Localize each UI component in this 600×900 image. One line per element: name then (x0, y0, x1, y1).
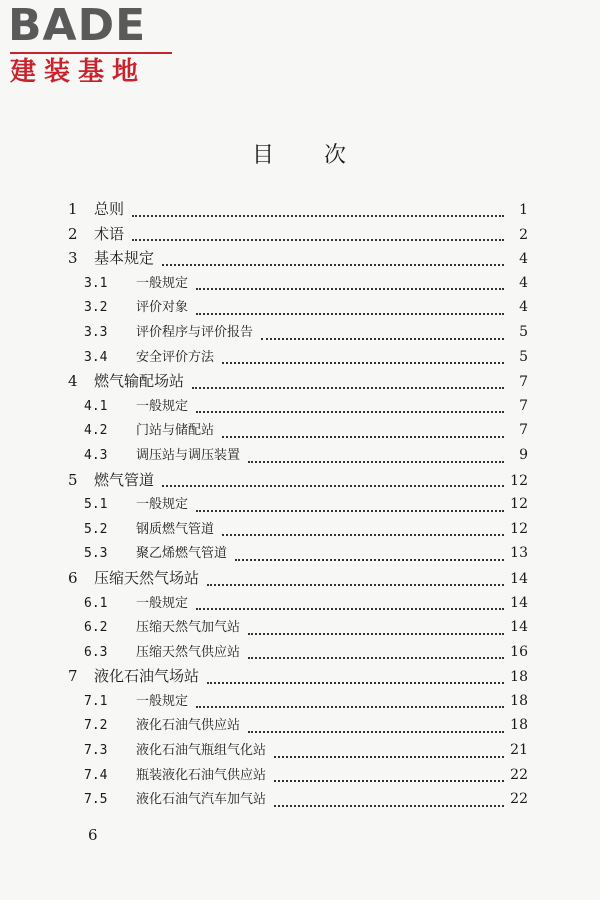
toc-entry-title: 聚乙烯燃气管道 (136, 546, 228, 562)
toc-section-entry[interactable] (66, 714, 528, 739)
toc-entry-page: 18 (510, 692, 528, 709)
toc-entry-page: 12 (510, 496, 528, 513)
toc-entry-page: 13 (510, 545, 528, 562)
toc-leader-dots (248, 645, 504, 659)
toc-entry-number: 3.2 (84, 300, 108, 316)
toc-entry-title: 基本规定 (94, 249, 155, 268)
toc-leader-dots (196, 399, 504, 413)
toc-entry-page: 21 (510, 742, 528, 759)
toc-entry-number: 4.3 (84, 447, 108, 463)
toc-entry-page: 5 (519, 348, 528, 365)
toc-leader-dots (274, 744, 504, 758)
toc-entry-title: 燃气输配场站 (94, 372, 185, 391)
toc-entry-number: 6.2 (84, 620, 108, 636)
toc-section-entry[interactable] (66, 444, 528, 469)
toc-entry-title: 液化石油气供应站 (136, 718, 241, 734)
toc-leader-dots (132, 203, 504, 217)
toc-leader-dots (196, 301, 504, 315)
toc-section-entry[interactable] (66, 641, 528, 666)
toc-entry-number: 1 (68, 200, 78, 218)
toc-leader-dots (274, 793, 504, 807)
toc-leader-dots (222, 522, 504, 536)
toc-leader-dots (222, 350, 504, 364)
toc-leader-dots (196, 694, 504, 708)
toc-entry-title: 液化石油气汽车加气站 (136, 792, 267, 808)
toc-entry-title: 压缩天然气加气站 (136, 620, 241, 636)
toc-entry-page: 22 (510, 791, 528, 808)
toc-entry-number: 5 (68, 470, 78, 489)
toc-entry-title: 评价程序与评价报告 (136, 324, 254, 340)
brand-logo (8, 0, 178, 87)
toc-entry-title: 压缩天然气场站 (94, 568, 200, 587)
toc-entry-title: 调压站与调压装置 (136, 447, 241, 463)
toc-entry-number: 4 (68, 372, 78, 391)
toc-entry-number: 5.2 (84, 521, 108, 537)
toc-entry-number: 5.3 (84, 546, 108, 562)
toc-leader-dots (274, 768, 504, 782)
toc-leader-dots (207, 572, 504, 586)
toc-entry-page: 18 (510, 669, 528, 686)
toc-entry-title: 评价对象 (136, 300, 189, 316)
toc-entry-page: 16 (510, 643, 528, 660)
toc-entry-title: 安全评价方法 (136, 349, 215, 365)
toc-section-entry[interactable] (66, 272, 528, 297)
toc-chapter-entry[interactable] (66, 469, 528, 494)
toc-entry-title: 一般规定 (136, 497, 189, 513)
toc-leader-dots (196, 498, 504, 512)
toc-entry-page: 4 (519, 299, 528, 316)
toc-entry-number: 6.1 (84, 595, 108, 611)
toc-entry-page: 14 (510, 594, 528, 611)
toc-section-entry[interactable] (66, 788, 528, 813)
page-title-part2: 次 (324, 143, 349, 168)
toc-entry-number: 3.3 (84, 324, 108, 340)
toc-entry-page: 4 (519, 274, 528, 291)
toc-entry-page: 7 (519, 397, 528, 414)
toc-entry-number: 7.5 (84, 792, 108, 808)
toc-section-entry[interactable] (66, 592, 528, 617)
toc-entry-page: 1 (519, 202, 528, 218)
toc-entry-number: 5.1 (84, 497, 108, 513)
toc-entry-number: 2 (68, 224, 78, 243)
toc-entry-title: 总则 (94, 200, 125, 218)
toc-entry-number: 6.3 (84, 644, 108, 660)
toc-entry-number: 7.1 (84, 693, 108, 709)
toc-leader-dots (196, 276, 504, 290)
toc-leader-dots (235, 547, 504, 561)
toc-chapter-entry[interactable] (66, 567, 528, 592)
toc-section-entry[interactable] (66, 346, 528, 371)
toc-leader-dots (207, 670, 504, 684)
toc-entry-number: 4.2 (84, 423, 108, 439)
toc-leader-dots (196, 596, 504, 610)
toc-leader-dots (248, 719, 504, 733)
toc-entry-page: 5 (519, 323, 528, 340)
toc-leader-dots (248, 621, 504, 635)
page-title-part1: 目 (251, 143, 276, 168)
toc-entry-page: 12 (510, 520, 528, 537)
toc-leader-dots (261, 326, 504, 340)
toc-entry-title: 液化石油气场站 (94, 667, 200, 686)
toc-entry-title: 燃气管道 (94, 470, 155, 489)
toc-section-entry[interactable] (66, 764, 528, 789)
toc-entry-title: 压缩天然气供应站 (136, 644, 241, 660)
toc-section-entry[interactable] (66, 690, 528, 715)
toc-section-entry[interactable] (66, 419, 528, 444)
toc-entry-number: 3.1 (84, 275, 108, 291)
toc-chapter-entry[interactable] (66, 370, 528, 395)
toc-entry-title: 瓶装液化石油气供应站 (136, 767, 267, 783)
logo-subtitle: 建装基地 (10, 57, 147, 87)
toc-entry-number: 7.3 (84, 743, 108, 759)
toc-leader-dots (132, 227, 504, 241)
toc-chapter-entry[interactable] (66, 198, 528, 223)
toc-leader-dots (248, 449, 504, 463)
toc-leader-dots (162, 252, 504, 266)
page-title (0, 138, 600, 169)
toc-entry-page: 18 (510, 717, 528, 734)
toc-section-entry[interactable] (66, 616, 528, 641)
logo-wordmark: BADE (8, 0, 147, 51)
toc-section-entry[interactable] (66, 518, 528, 543)
toc-entry-title: 术语 (94, 224, 125, 243)
toc-section-entry[interactable] (66, 395, 528, 420)
toc-entry-number: 7.2 (84, 718, 108, 734)
toc-leader-dots (222, 424, 504, 438)
toc-entry-page: 4 (519, 251, 528, 268)
toc-section-entry[interactable] (66, 296, 528, 321)
toc-entry-page: 7 (519, 422, 528, 439)
toc-chapter-entry[interactable] (66, 223, 528, 248)
toc-entry-title: 钢质燃气管道 (136, 521, 215, 537)
toc-chapter-entry[interactable] (66, 665, 528, 690)
toc-entry-page: 22 (510, 766, 528, 783)
toc-entry-title: 一般规定 (136, 595, 189, 611)
toc-entry-page: 14 (510, 619, 528, 636)
toc-entry-number: 7.4 (84, 767, 108, 783)
toc-entry-title: 门站与储配站 (136, 423, 215, 439)
toc-entry-number: 3.4 (84, 349, 108, 365)
toc-section-entry[interactable] (66, 542, 528, 567)
toc-entry-title: 液化石油气瓶组气化站 (136, 743, 267, 759)
table-of-contents (66, 198, 528, 813)
toc-entry-title: 一般规定 (136, 693, 189, 709)
toc-entry-title: 一般规定 (136, 398, 189, 414)
toc-entry-number: 3 (68, 249, 78, 268)
toc-entry-page: 9 (519, 446, 528, 463)
toc-entry-page: 14 (510, 570, 528, 587)
toc-entry-number: 6 (68, 568, 78, 587)
toc-leader-dots (162, 473, 504, 487)
toc-section-entry[interactable] (66, 739, 528, 764)
toc-section-entry[interactable] (66, 493, 528, 518)
toc-entry-page: 12 (510, 472, 528, 489)
logo-divider (10, 52, 172, 54)
toc-entry-number: 4.1 (84, 398, 108, 414)
toc-entry-page: 2 (519, 226, 528, 243)
toc-entry-page: 7 (519, 374, 528, 391)
toc-section-entry[interactable] (66, 321, 528, 346)
toc-leader-dots (192, 375, 504, 389)
toc-chapter-entry[interactable] (66, 247, 528, 272)
toc-entry-title: 一般规定 (136, 275, 189, 291)
toc-entry-number: 7 (68, 667, 78, 686)
page-number: 6 (88, 826, 98, 844)
